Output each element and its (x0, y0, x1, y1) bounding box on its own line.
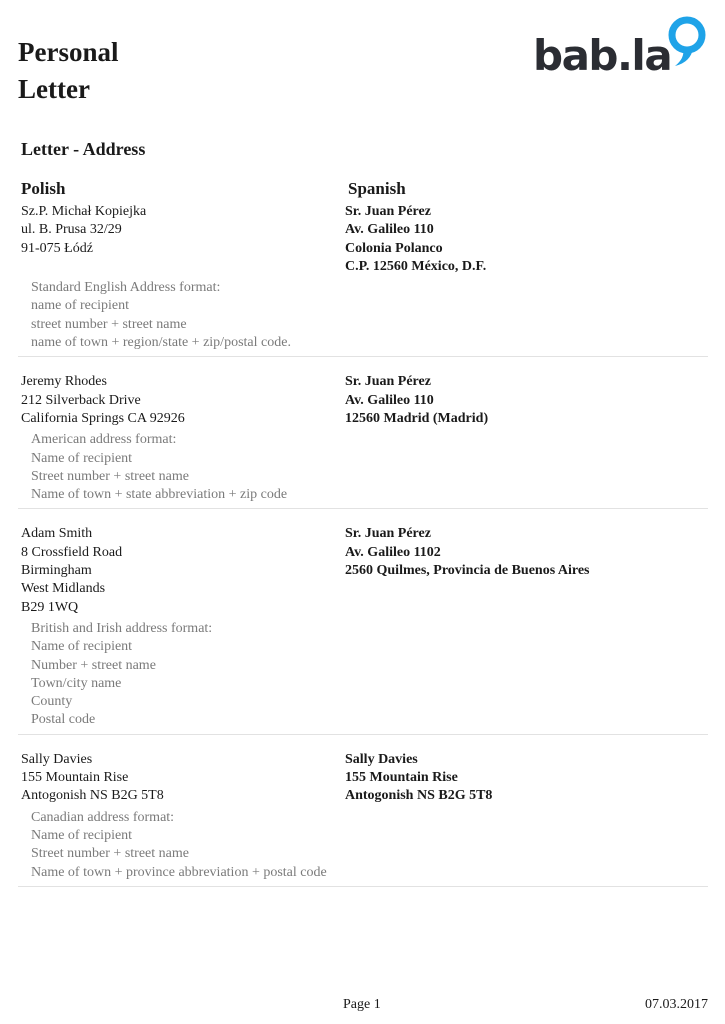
address-line: Jeremy Rhodes (21, 374, 107, 390)
address-line: 212 Silverback Drive (21, 392, 141, 408)
address-entry (18, 203, 708, 357)
logo-wordmark: bab.la (533, 31, 672, 80)
address-line: ul. B. Prusa 32/29 (21, 222, 122, 238)
spanish-address (345, 203, 486, 276)
address-line: 8 Crossfield Road (21, 544, 123, 560)
title-line-2: Letter (18, 74, 90, 104)
polish-address (18, 203, 345, 276)
format-note-line: Street number + street name (31, 468, 189, 484)
address-line: Sz.P. Michał Kopiejka (21, 204, 147, 219)
address-line: Av. Galileo 1102 (345, 544, 441, 560)
address-line: West Midlands (21, 581, 106, 597)
format-note (18, 809, 708, 882)
format-note-line: name of town + region/state + zip/postal code. (31, 335, 291, 351)
address-entry (18, 509, 708, 734)
format-note-line: Number + street name (31, 657, 156, 673)
address-line: 12560 Madrid (Madrid) (345, 410, 489, 426)
bab-la-logo (533, 14, 711, 80)
section-title: Letter - Address (21, 139, 146, 159)
format-note-line: Name of recipient (31, 827, 133, 843)
format-note (18, 431, 708, 504)
address-line: Av. Galileo 110 (345, 222, 434, 238)
format-note-line: Canadian address format: (31, 809, 175, 825)
polish-address (18, 751, 345, 806)
title-line-1: Personal (18, 37, 119, 67)
format-note (18, 279, 708, 352)
address-entry (18, 735, 708, 887)
address-line: 2560 Quilmes, Provincia de Buenos Aires (345, 563, 590, 579)
address-line: Antogonish NS B2G 5T8 (345, 788, 493, 804)
format-note-line: British and Irish address format: (31, 620, 213, 636)
address-line: Sr. Juan Pérez (345, 526, 431, 542)
address-line: 155 Mountain Rise (345, 770, 458, 786)
format-note-line: Name of town + state abbreviation + zip code (31, 487, 288, 503)
address-line: Birmingham (21, 563, 92, 579)
address-line: 155 Mountain Rise (21, 770, 129, 786)
address-line: California Springs CA 92926 (21, 410, 185, 426)
format-note-line: Postal code (31, 712, 96, 728)
format-note (18, 620, 708, 730)
address-line: Av. Galileo 110 (345, 392, 434, 408)
spanish-address (345, 373, 488, 428)
address-line: Colonia Polanco (345, 240, 443, 256)
spanish-address (345, 525, 590, 616)
format-note-line: Name of recipient (31, 639, 133, 655)
format-note-line: American address format: (31, 432, 177, 448)
address-line: C.P. 12560 México, D.F. (345, 258, 487, 274)
address-line: B29 1WQ (21, 599, 79, 615)
polish-address (18, 525, 345, 616)
footer-date: 07.03.2017 (645, 997, 708, 1012)
address-line: Sr. Juan Pérez (345, 374, 431, 390)
format-note-line: Name of recipient (31, 450, 133, 466)
format-note-line: Town/city name (31, 675, 122, 691)
format-note-line: Street number + street name (31, 846, 189, 862)
page-title (18, 34, 119, 108)
spanish-address (345, 751, 492, 806)
format-note-line: name of recipient (31, 298, 129, 314)
speech-bubble-icon (663, 14, 711, 72)
column-header-polish: Polish (21, 179, 66, 198)
column-header-spanish: Spanish (348, 179, 406, 198)
polish-address (18, 373, 345, 428)
format-note-line: street number + street name (31, 316, 187, 332)
address-entry (18, 357, 708, 509)
format-note-line: Name of town + province abbreviation + postal code (31, 864, 327, 880)
format-note-line: County (31, 694, 73, 710)
address-entries (0, 203, 725, 887)
address-line: 91-075 Łódź (21, 240, 93, 256)
format-note-line: Standard English Address format: (31, 280, 221, 296)
address-line: Sally Davies (21, 751, 93, 767)
page-number: Page 1 (343, 997, 381, 1012)
address-line: Sr. Juan Pérez (345, 204, 431, 219)
address-line: Adam Smith (21, 526, 93, 542)
address-line: Antogonish NS B2G 5T8 (21, 788, 164, 804)
address-line: Sally Davies (345, 751, 418, 767)
